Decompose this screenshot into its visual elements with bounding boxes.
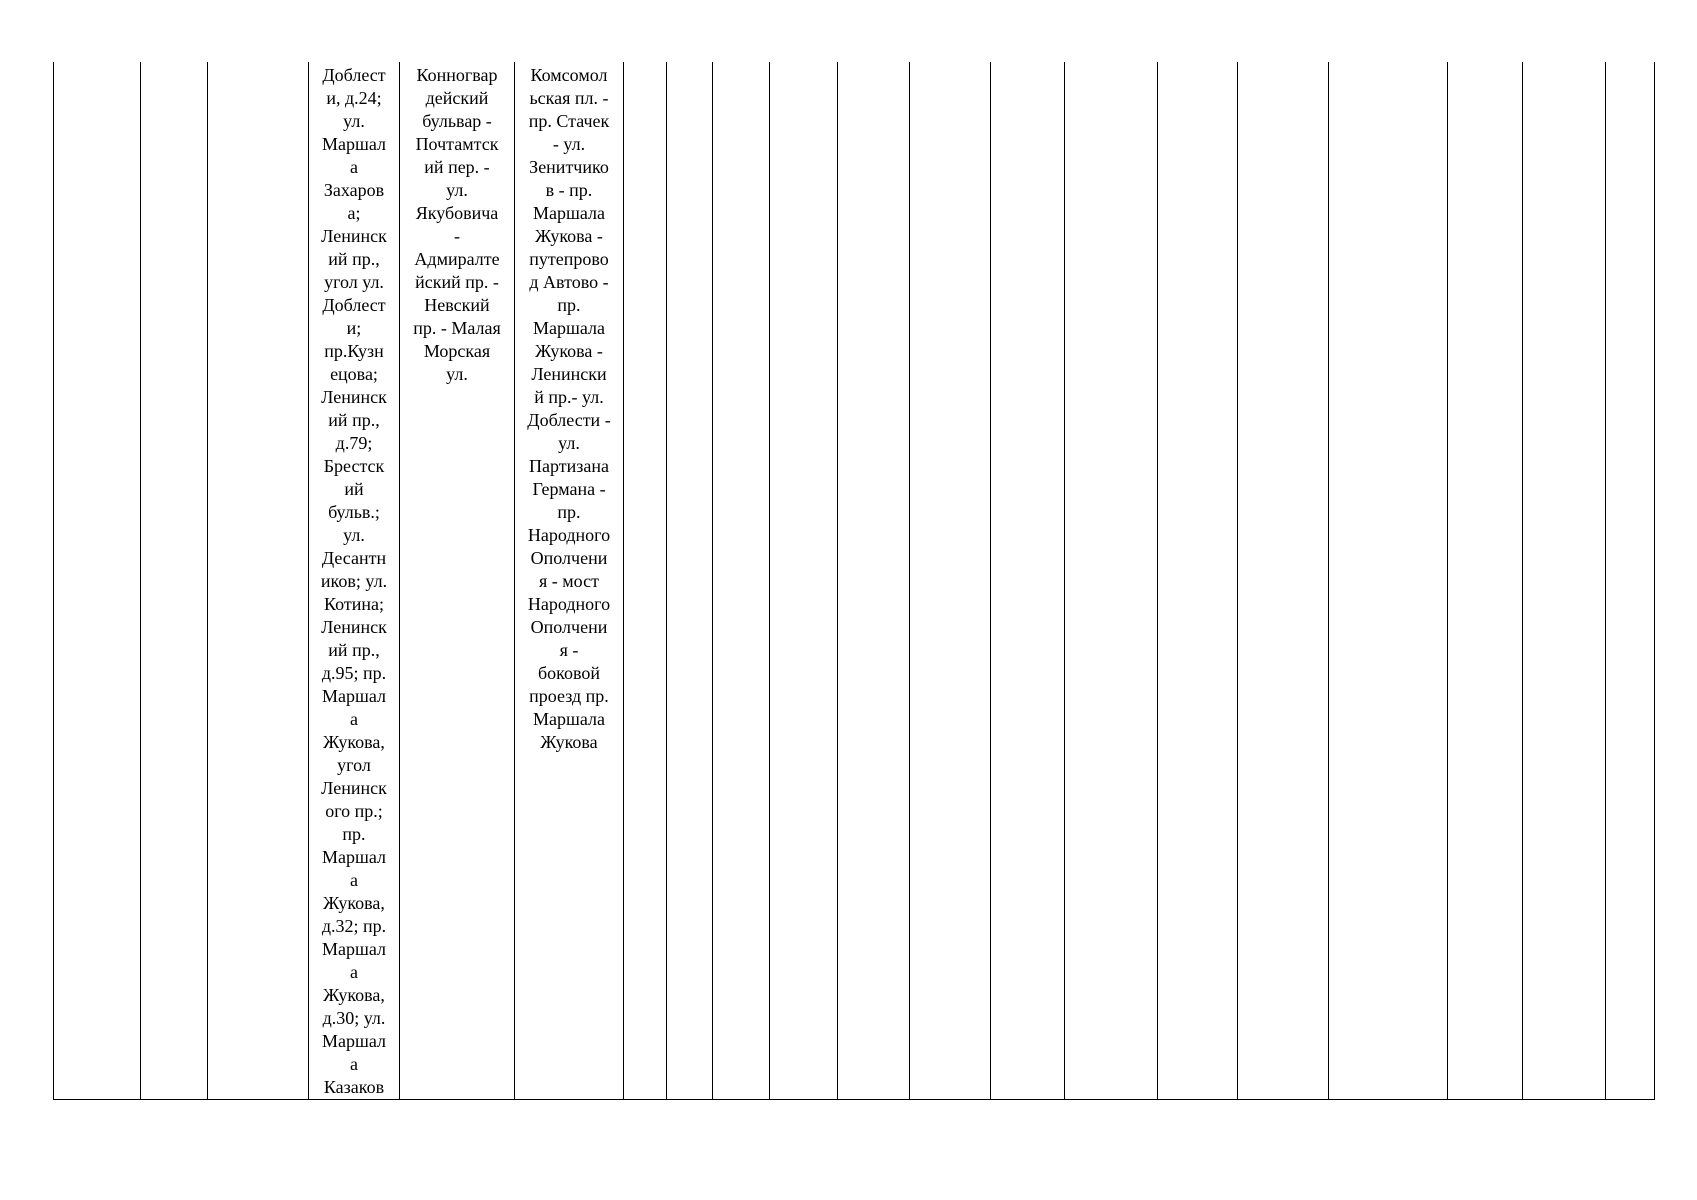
table-cell-14: [1065, 62, 1158, 1100]
cell-text: [141, 62, 207, 64]
cell-text: [1606, 62, 1654, 64]
table-row: [54, 62, 1655, 1100]
table-cell-8: [667, 62, 713, 1100]
cell-text: [713, 62, 769, 64]
cell-text: [624, 62, 666, 64]
route-path-forward: Конногвар дейский бульвар - Почтамтск ий пер. - ул. Якубовича - Адмиралте йский пр. - Невский пр. - Малая Морская ул.: [413, 65, 501, 384]
document-table-wrapper: [53, 62, 1655, 1100]
table-cell-15: [1158, 62, 1238, 1100]
table-cell-17: [1329, 62, 1448, 1100]
table-cell-9: [713, 62, 770, 1100]
table-cell-route-forward: [400, 62, 515, 1100]
cell-text: [1065, 62, 1157, 64]
cell-text: [54, 62, 140, 64]
cell-text: [208, 62, 308, 64]
route-path-backward: Комсомол ьская пл. - пр. Стачек - ул. Зенитчико в - пр. Маршала Жукова - путепрово д Автово - пр. Маршала Жукова - Ленински й пр.- ул. Доблести - ул. Партизана Германа - пр. Народного Ополчени я - мост Народного Ополчени я - боковой проезд пр. Маршала Жукова: [527, 65, 611, 752]
cell-text: [667, 62, 712, 64]
stops-list: Доблест и, д.24; ул. Маршал а Захаров а; Ленинск ий пр., угол ул. Доблест и; пр.Кузн ецова; Ленинск ий пр., д.79; Брестск ий бульв.; ул. Десантн иков; ул. Котина; Ленинск ий пр., д.95; пр. Маршал а Жукова, угол Ленинск ого пр.; пр. Маршал а Жукова, д.32; пр. Маршал а Жукова, д.30; ул. Маршал а Казаков: [320, 65, 388, 1097]
cell-text: [1329, 62, 1447, 64]
cell-text: [991, 62, 1064, 64]
table-cell-stops: [309, 62, 400, 1100]
cell-text: [1523, 62, 1605, 64]
cell-text: [770, 62, 837, 64]
route-table: [53, 62, 1655, 1100]
table-cell-19: [1523, 62, 1606, 1100]
cell-text: [1158, 62, 1237, 64]
table-cell-13: [991, 62, 1065, 1100]
table-cell-3: [208, 62, 309, 1100]
table-cell-18: [1448, 62, 1523, 1100]
table-cell-11: [838, 62, 910, 1100]
table-cell-10: [770, 62, 838, 1100]
table-cell-16: [1238, 62, 1329, 1100]
table-cell-route-backward: [515, 62, 624, 1100]
cell-text: [838, 62, 909, 64]
table-cell-1: [54, 62, 141, 1100]
table-cell-7: [624, 62, 667, 1100]
table-cell-20: [1606, 62, 1655, 1100]
table-cell-2: [141, 62, 208, 1100]
cell-text: [1238, 62, 1328, 64]
cell-text: [1448, 62, 1522, 64]
cell-text: [910, 62, 990, 64]
table-cell-12: [910, 62, 991, 1100]
